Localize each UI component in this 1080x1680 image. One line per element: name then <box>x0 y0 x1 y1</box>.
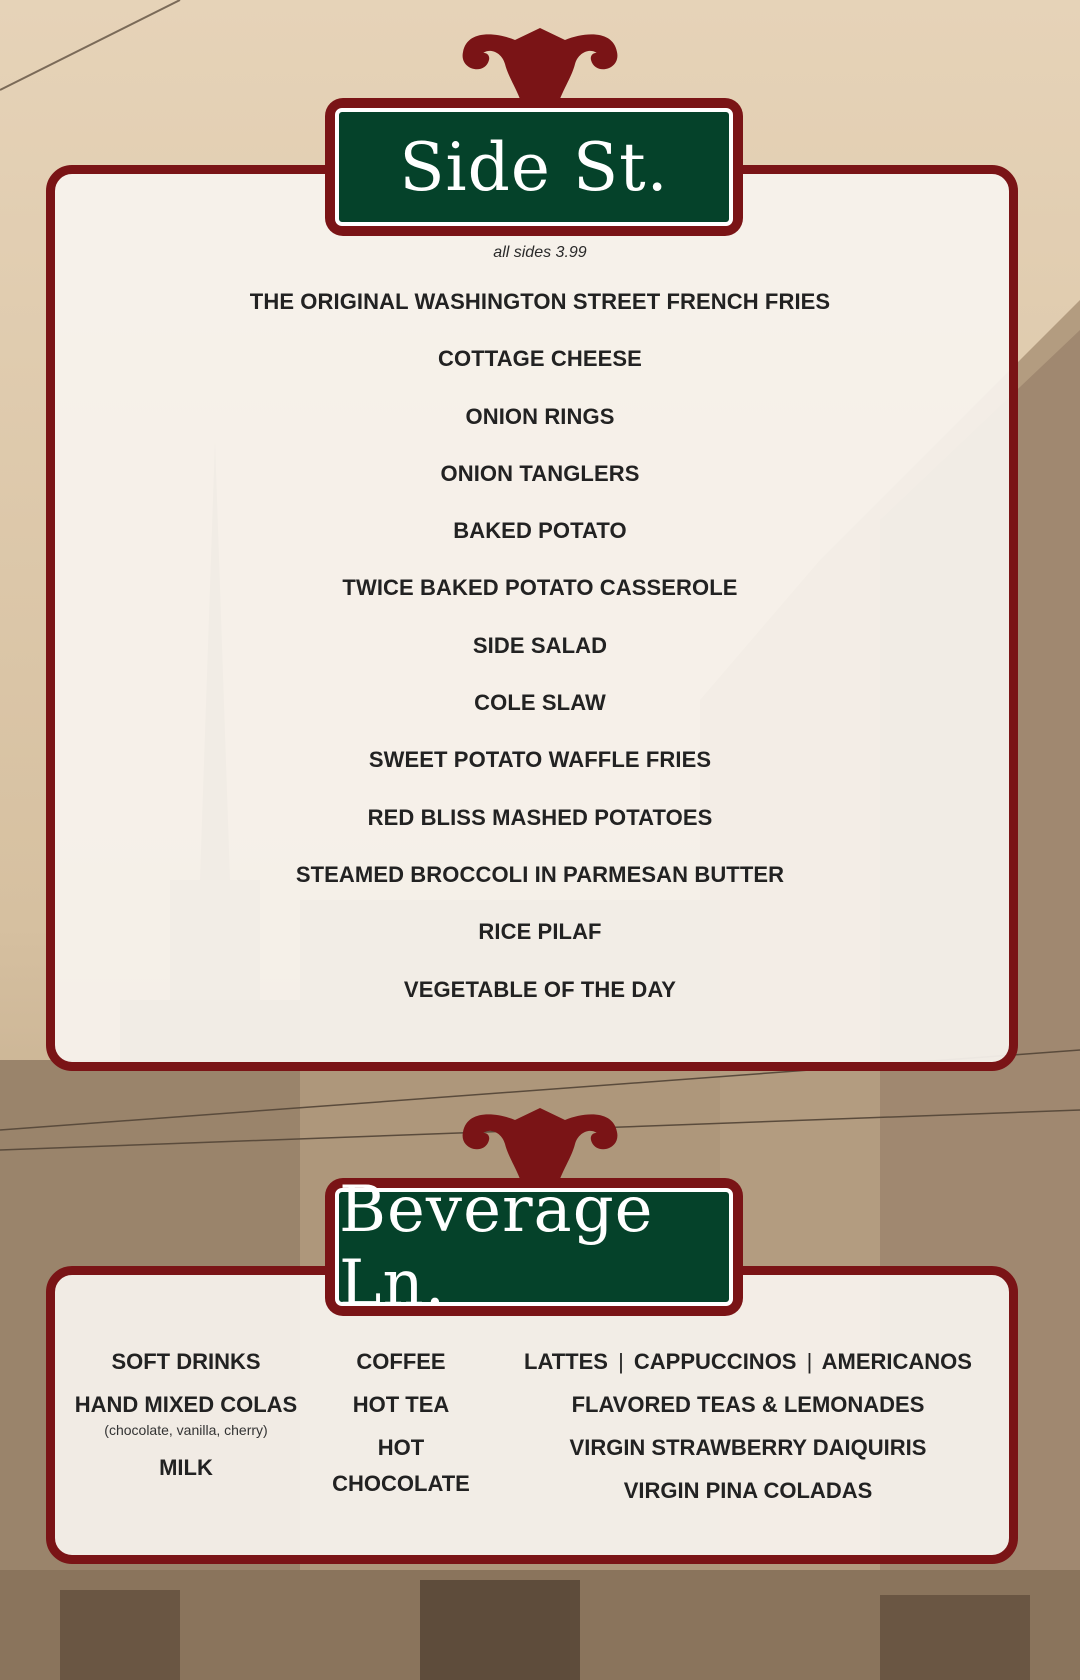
beverage-hot-tea: HOT TEA <box>352 1392 450 1417</box>
sides-list <box>0 284 1080 1029</box>
beverages-title: Beverage Ln. <box>335 1188 733 1306</box>
beverage-hand-mixed-colas: HAND MIXED COLAS <box>74 1392 298 1417</box>
beverage-espresso-drinks <box>518 1344 978 1387</box>
beverage-lattes: LATTES <box>524 1349 608 1374</box>
sides-price-note: all sides 3.99 <box>493 244 587 261</box>
beverage-milk: MILK <box>159 1455 213 1480</box>
beverage-flavored-teas: FLAVORED TEAS & LEMONADES <box>571 1392 925 1417</box>
side-item-broccoli: STEAMED BROCCOLI IN PARMESAN BUTTER <box>295 861 785 887</box>
side-item-baked-potato: BAKED POTATO <box>453 518 627 544</box>
beverage-colas-note: (chocolate, vanilla, cherry) <box>104 1422 268 1438</box>
separator: | <box>806 1349 813 1374</box>
side-item-cole-slaw: COLE SLAW <box>474 690 606 716</box>
side-item-side-salad: SIDE SALAD <box>472 632 608 658</box>
side-item-rice-pilaf: RICE PILAF <box>478 919 602 945</box>
side-item-cottage-cheese: COTTAGE CHEESE <box>438 346 642 372</box>
side-item-french-fries: THE ORIGINAL WASHINGTON STREET FRENCH FRIES <box>249 289 831 314</box>
side-item-onion-rings: ONION RINGS <box>465 403 615 429</box>
separator: | <box>618 1349 624 1374</box>
beverage-coffee: COFFEE <box>356 1349 446 1374</box>
sides-sign <box>325 98 743 236</box>
side-item-potato-casserole: TWICE BAKED POTATO CASSEROLE <box>342 575 738 601</box>
side-item-vegetable: VEGETABLE OF THE DAY <box>403 976 677 1002</box>
beverage-column-1 <box>60 1344 312 1493</box>
beverage-hot-chocolate: HOT CHOCOLATE <box>332 1435 470 1496</box>
beverage-cappuccinos: CAPPUCCINOS <box>633 1349 797 1374</box>
beverage-soft-drinks: SOFT DRINKS <box>111 1349 261 1374</box>
beverages-sign <box>325 1173 743 1321</box>
side-item-waffle-fries: SWEET POTATO WAFFLE FRIES <box>368 747 712 773</box>
beverage-column-3 <box>518 1344 978 1516</box>
beverage-column-2 <box>306 1344 496 1496</box>
sides-title: Side St. <box>335 108 733 226</box>
beverage-pina-coladas: VIRGIN PINA COLADAS <box>623 1478 873 1503</box>
beverage-daiquiris: VIRGIN STRAWBERRY DAIQUIRIS <box>569 1435 927 1460</box>
side-item-onion-tanglers: ONION TANGLERS <box>440 460 640 486</box>
side-item-mashed-potatoes: RED BLISS MASHED POTATOES <box>367 804 713 830</box>
beverage-americanos: AMERICANOS <box>821 1349 972 1374</box>
